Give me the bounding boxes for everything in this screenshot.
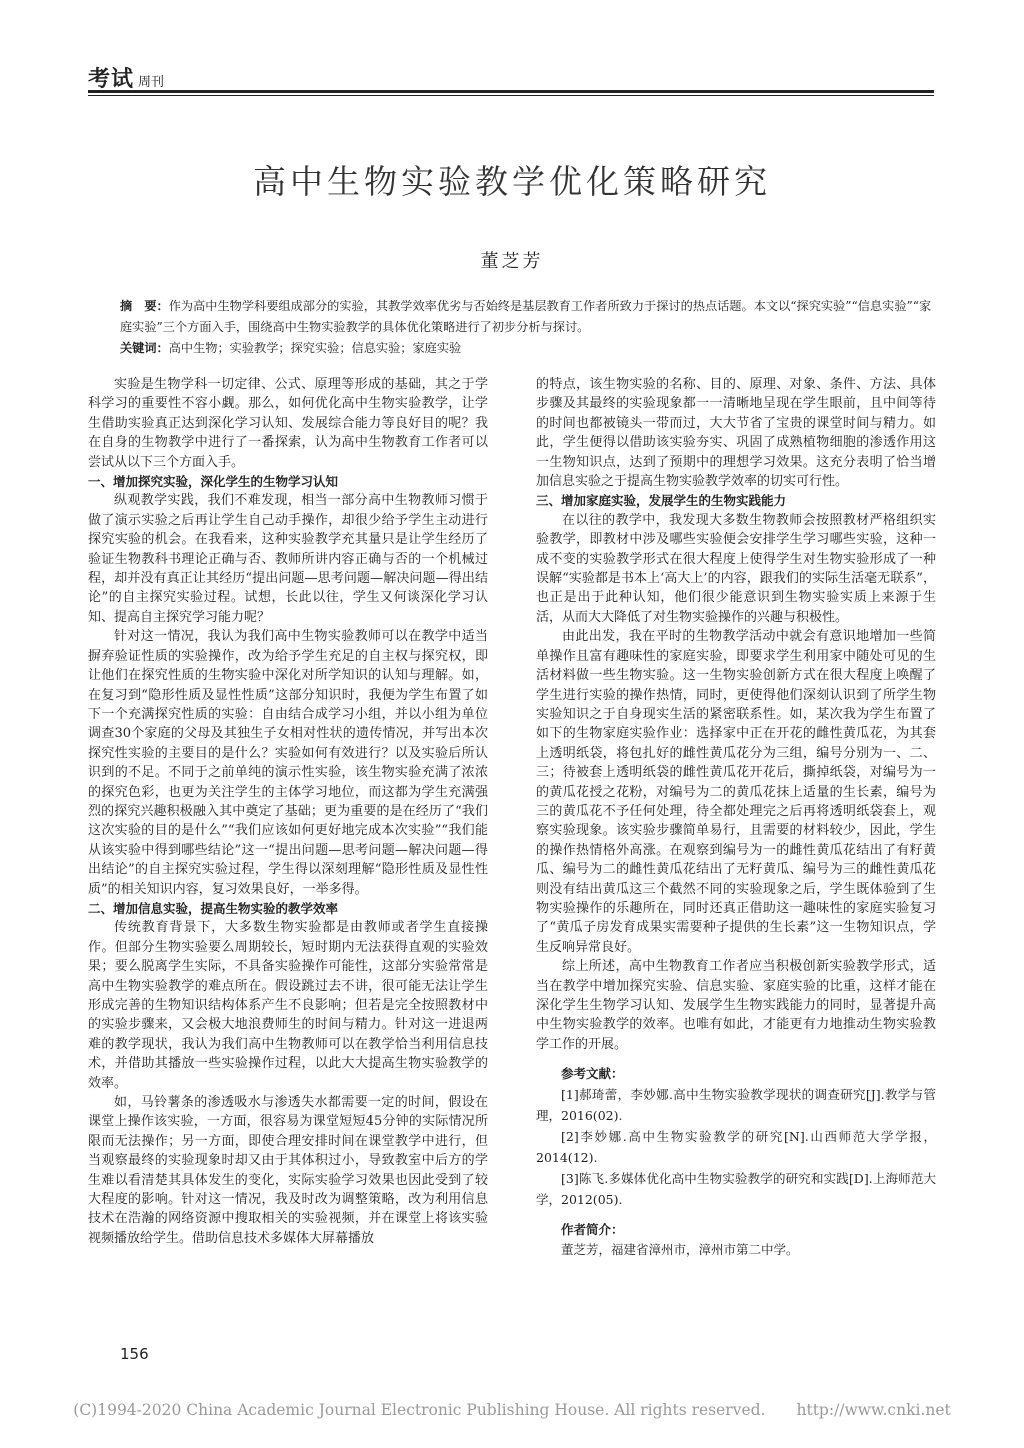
paragraph: 在以往的教学中，我发现大多数生物教师会按照教材严格组织实验教学，即教材中涉及哪些实验便会安排学生学习哪些实验，这种一成不变的实验教学形式在很大程度上使得学生对生物实验形成了一种误解“实验都是书本上‘高大上’的内容，跟我们的实际生活毫无联系”，也正是出于此种认知，他们很少能意识到生物实验实质上来源于生活，从而大大降低了对生物实验操作的兴趣与积极性。 <box>536 512 936 625</box>
paragraph: 由此出发，我在平时的生物教学活动中就会有意识地增加一些简单操作且富有趣味性的家庭实验，即要求学生利用家中随处可见的生活材料做一些生物实验。这一生物实验创新方式在很大程度上唤醒了学生进行实验的操作热情，同时，更使得他们深刻认识到了所学生物实验知识之于自身现实生活的紧密联系性。如，某次我为学生布置了如下的生物家庭实验作业：选择家中正在开花的雌性黄瓜花，为其套上透明纸袋，将包扎好的雌性黄瓜花分为三组，编号分别为一、二、三；待被套上透明纸袋的雌性黄瓜花开花后，撕掉纸袋，对编号为一的黄瓜花授之花粉，对编号为二的黄瓜花抹上适量的生长素，编号为三的黄瓜花不予任何处理，待全都处理完之后再将透明纸袋套上，观察实验现象。该实验步骤简单易行，且需要的材料较少，因此，学生的操作热情格外高涨。在观察到编号为一的雌性黄瓜花结出了有籽黄瓜、编号为二的雌性黄瓜花结出了无籽黄瓜、编号为三的雌性黄瓜花则没有结出黄瓜这三个截然不同的实验现象之后，学生既体验到了生物实验操作的乐趣所在，同时还真正借助这一趣味性的家庭实验复习了“黄瓜子房发育成果实需要种子提供的生长素”这一生物知识点，学生反响异常良好。 <box>536 629 936 955</box>
header-rule-thin <box>88 95 934 96</box>
intro-paragraph: 实验是生物学科一切定律、公式、原理等形成的基础，其之于学科学习的重要性不容小觑。那么，如何优化高中生物实验教学，让学生借助实验真正达到深化学习认知、发展综合能力等良好目的呢？我在自身的生物教学中进行了一番探索，认为高中生物教育工作者可以尝试从以下三个方面入手。 <box>88 377 488 470</box>
abstract <box>120 296 936 338</box>
section-heading-2: 二、增加信息实验，提高生物实验的教学效率 <box>88 900 339 916</box>
reference-item: [2]李妙娜.高中生物实验教学的研究[N].山西师范大学学报，2014(12). <box>536 1128 936 1165</box>
paper-author: 董芝芳 <box>480 251 544 272</box>
journal-header <box>88 62 164 93</box>
paper-title: 高中生物实验教学优化策略研究 <box>253 162 771 201</box>
author-bio-heading: 作者简介： <box>561 1221 624 1237</box>
keywords-text: 高中生物；实验教学；探究实验；信息实验；家庭实验 <box>168 341 462 355</box>
author-bio-text: 董芝芳，福建省漳州市，漳州市第二中学。 <box>561 1242 799 1258</box>
references-list <box>536 1084 936 1210</box>
page-number: 156 <box>120 1345 149 1363</box>
keywords <box>120 338 936 359</box>
paragraph: 纵观教学实践，我们不难发现，相当一部分高中生物教师习惯于做了演示实验之后再让学生自己动手操作，却很少给予学生主动进行探究实验的机会。在我看来，这种实验教学充其量只是让学生经历了验证生物教科书理论正确与否、教师所讲内容正确与否的一个机械过程，却并没有真正让其经历“提出问题—思考问题—解决问题—得出结论”的自主探究实验过程。试想，长此以往，学生又何谈深化学习认知、提高自主探究学习能力呢？ <box>88 493 488 625</box>
references-heading: 参考文献： <box>561 1066 624 1082</box>
reference-item: [1]郝琦蕾，李妙娜.高中生物实验教学现状的调查研究[J].教学与管理，2016(02). <box>536 1086 936 1123</box>
section-heading-1: 一、增加探究实验，深化学生的生物学习认知 <box>88 474 339 490</box>
paragraph-continued: 的特点，该生物实验的名称、目的、原理、对象、条件、方法、具体步骤及其最终的实验现象都一一清晰地呈现在学生眼前，且中间等待的时间也都被镜头一带而过，大大节省了宝贵的课堂时间与精力。如此，学生便得以借助该实验夯实、巩固了成熟植物细胞的渗透作用这一生物知识点，达到了预期中的理想学习效果。这充分表明了恰当增加信息实验之于提高生物实验教学效率的切实可行性。 <box>536 377 936 490</box>
author-bio <box>536 1239 936 1260</box>
reference-item: [3]陈飞.多媒体优化高中生物实验教学的研究和实践[D].上海师范大学，2012(05). <box>536 1170 936 1207</box>
header-rule-thick <box>88 90 934 93</box>
abstract-block <box>120 296 936 359</box>
section-heading-3: 三、增加家庭实验，发展学生的生物实践能力 <box>536 493 787 509</box>
paragraph: 传统教育背景下，大多数生物实验都是由教师或者学生直接操作。但部分生物实验要么周期较长，短时期内无法获得直观的实验效果；要么脱离学生实际，不具备实验操作可能性，这部分实验常常是高中生物实验教学的难点所在。假设跳过去不讲，很可能无法让学生形成完善的生物知识结构体系产生不良影响；但若是完全按照教材中的实验步骤来，又会极大地浪费师生的时间与精力。针对这一进退两难的教学现状，我认为我们高中生物教师可以在教学恰当利用信息技术，并借助其播放一些实验操作过程，以此大大提高生物实验教学的效率。 <box>88 920 488 1091</box>
left-column <box>88 375 488 1248</box>
journal-type: 周刊 <box>138 75 165 90</box>
right-column <box>536 375 936 1260</box>
abstract-label: 摘 要： <box>120 299 169 313</box>
keywords-label: 关键词： <box>120 341 169 355</box>
paragraph: 综上所述，高中生物教育工作者应当积极创新实验教学形式，适当在教学中增加探究实验、信息实验、家庭实验的比重，这样才能在深化学生生物学习认知、发展学生生物实践能力的同时，显著提升高中生物实验教学的效率。也唯有如此，才能更有力地推动生物实验教学工作的开展。 <box>536 959 936 1052</box>
journal-name: 考试 <box>88 67 135 92</box>
paragraph: 如，马铃薯条的渗透吸水与渗透失水都需要一定的时间，假设在课堂上操作该实验，一方面，很容易为课堂短短45分钟的实际情况所限而无法操作；另一方面，即使合理安排时间在课堂教学中进行，但当观察最终的实验现象时却又由于其体积过小，导致教室中后方的学生难以看清楚其具体发生的变化，实际实验学习效果也因此受到了较大程度的影响。针对这一情况，我及时改为调整策略，改为利用信息技术在浩瀚的网络资源中搜取相关的实验视频，并在课堂上将该实验视频播放给学生。借助信息技术多媒体大屏幕播放 <box>88 1095 488 1246</box>
copyright-footer: (C)1994-2020 China Academic Journal Electronic Publishing House. All rights reserved. http://www.cnki.net <box>73 1401 951 1419</box>
paragraph: 针对这一情况，我认为我们高中生物实验教师可以在教学中适当摒弃验证性质的实验操作，改为给予学生充足的自主权与探究权，即让他们在探究性质的生物实验中深化对所学知识的认知与理解。如，在复习到“隐形性质及显性性质”这部分知识时，我便为学生布置了如下一个充满探究性质的实验：自由结合成学习小组，并以小组为单位调查30个家庭的父母及其独生子女相对性状的遗传情况，并写出本次探究性实验的主要目的是什么？实验如何有效进行？以及实验后所认识到的不足。不同于之前单纯的演示性实验，该生物实验充满了浓浓的探究色彩，也更为关注学生的主体学习地位，而这都为学生充满强烈的探究兴趣积极融入其中奠定了基础；更为重要的是在经历了“我们这次实验的目的是什么”“我们应该如何更好地完成本次实验”“我们能从该实验中得到哪些结论”这一“提出问题—思考问题—解决问题—得出结论”的自主探究实验过程，学生得以深刻理解“隐形性质及显性性质”的相关知识内容，复习效果良好，一举多得。 <box>88 629 488 897</box>
abstract-text: 作为高中生物学科要组成部分的实验，其教学效率优劣与否始终是基层教育工作者所致力于探讨的热点话题。本文以“探究实验”“信息实验”“家庭实验”三个方面入手，围绕高中生物实验教学的具体优化策略进行了初步分析与探讨。 <box>120 299 932 334</box>
